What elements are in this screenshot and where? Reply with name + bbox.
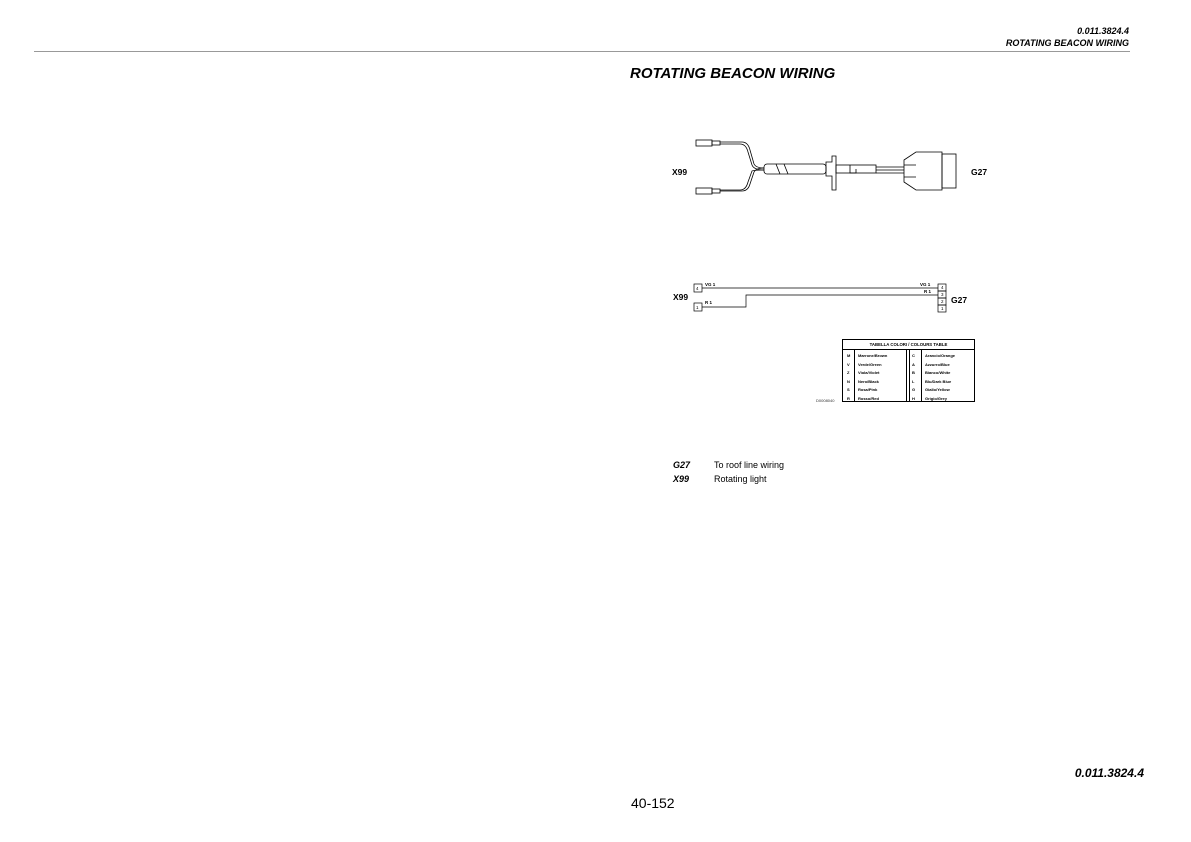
colour-code: A (912, 361, 915, 367)
colour-name: Grigio/Grey (925, 395, 948, 401)
colour-code: M (847, 353, 851, 358)
schematic-drawing (690, 280, 950, 315)
wire-label-top-right: VG 1 (920, 282, 931, 287)
left-pin-4: 4 (696, 286, 699, 291)
wire-label-bottom-right: R 1 (924, 289, 932, 294)
colour-code: H (912, 395, 915, 401)
drawing-code: D0008040 (816, 398, 835, 403)
right-pin-4: 4 (941, 285, 944, 290)
colour-name: Bianco/White (925, 370, 951, 375)
page-number: 40-152 (631, 795, 675, 811)
page-title: ROTATING BEACON WIRING (630, 65, 836, 82)
colour-code: G (912, 387, 916, 392)
harness-drawing (690, 132, 980, 212)
legend-code: X99 (673, 474, 690, 484)
colours-table-divider (909, 349, 910, 401)
colour-name: Rosa/Pink (858, 387, 878, 392)
colour-code: C (912, 353, 915, 358)
colour-name: Giallo/Yellow (925, 387, 950, 392)
colour-code: V (847, 361, 850, 367)
legend-description: To roof line wiring (714, 460, 785, 470)
colour-name: Azzurro/Blue (925, 361, 950, 367)
colour-code: R (847, 395, 850, 401)
wire-label-bottom-left: R 1 (705, 300, 713, 305)
colours-table-divider (906, 349, 907, 401)
colour-name: Rosso/Red (858, 395, 879, 401)
harness-right-label: G27 (971, 167, 988, 177)
colour-code: L (912, 378, 915, 384)
header-doc-code: 0.011.3824.4 (1077, 26, 1129, 36)
colour-name: Marrone/Brown (858, 353, 888, 358)
right-pin-3: 3 (941, 292, 944, 297)
schematic-left-label: X99 (673, 292, 689, 302)
colour-name: Viola/Violet (858, 370, 880, 375)
colour-name: Nero/Black (858, 378, 879, 384)
wire-label-top-left: VG 1 (705, 282, 716, 287)
colour-code: N (847, 378, 850, 384)
legend-code: G27 (673, 460, 691, 470)
header-doc-title: ROTATING BEACON WIRING (1005, 38, 1129, 48)
colours-table-divider (854, 349, 855, 401)
colour-code: B (912, 370, 915, 375)
footer-doc-code: 0.011.3824.4 (1074, 766, 1144, 780)
colour-name: Blu/Dark Blue (925, 378, 952, 384)
colours-table (842, 339, 975, 402)
legend-description: Rotating light (714, 474, 767, 484)
left-pin-1: 1 (696, 305, 699, 310)
header-rule (34, 51, 1130, 52)
colours-table-title: TABELLA COLORI / COLOURS TABLE (869, 342, 948, 347)
right-pin-1: 1 (941, 306, 944, 311)
right-pin-2: 2 (941, 299, 944, 304)
colour-code: Z (847, 370, 850, 375)
colours-table-divider (921, 349, 922, 401)
colour-name: Arancio/Orange (925, 353, 956, 358)
harness-left-label: X99 (672, 167, 688, 177)
colour-name: Verde/Green (858, 361, 882, 367)
schematic-right-label: G27 (951, 295, 968, 305)
colour-code: S (847, 387, 850, 392)
